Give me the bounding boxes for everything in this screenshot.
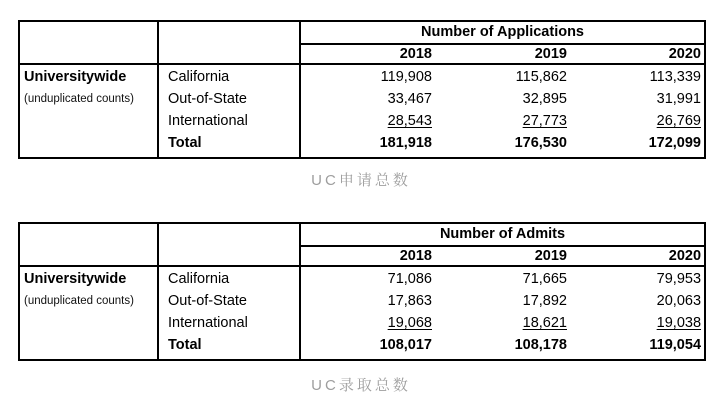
admits-table: [18, 222, 706, 361]
value-cell: 71,086: [387, 271, 432, 287]
value-cell-total: 108,178: [514, 337, 567, 353]
empty-header-cell: [158, 223, 300, 266]
value-cell-underlined: 19,068: [387, 315, 432, 331]
table-title: Number of Admits: [300, 223, 705, 246]
year-2020-column: [570, 266, 705, 360]
value-cell: 17,863: [387, 293, 432, 309]
caption-applications: UC申请总数: [311, 172, 411, 189]
year-header: 2018: [300, 246, 435, 266]
value-cell: 20,063: [656, 293, 702, 309]
empty-header-cell: [19, 21, 158, 64]
category-column: [158, 266, 300, 360]
value-cell-underlined: 18,621: [522, 315, 567, 331]
value-cell: 119,908: [380, 69, 432, 85]
value-cell: 32,895: [522, 91, 567, 107]
category-label: Out-of-State: [168, 293, 247, 309]
row-group-sublabel: (unduplicated counts): [24, 295, 134, 307]
value-cell-total: 119,054: [649, 337, 702, 353]
row-group-label: Universitywide: [24, 69, 127, 85]
empty-header-cell: [158, 21, 300, 64]
category-label: International: [168, 315, 248, 331]
value-cell-total: 181,918: [379, 135, 432, 151]
table-body-row: [19, 266, 705, 360]
row-group-label: Universitywide: [24, 271, 127, 287]
row-group-cell: [19, 64, 158, 158]
year-2018-column: [300, 64, 435, 158]
value-cell-underlined: 19,038: [656, 315, 702, 331]
row-group-cell: [19, 266, 158, 360]
row-group-sublabel: (unduplicated counts): [24, 93, 134, 105]
table-body-row: [19, 64, 705, 158]
value-cell: 115,862: [515, 69, 567, 85]
value-cell: 71,665: [522, 271, 567, 287]
category-label: International: [168, 113, 248, 129]
category-label: California: [168, 69, 230, 85]
caption-admits: UC录取总数: [311, 377, 411, 394]
value-cell: 17,892: [522, 293, 567, 309]
year-header: 2018: [300, 44, 435, 64]
year-2019-column: [435, 266, 570, 360]
category-label: Out-of-State: [168, 91, 247, 107]
year-2019-column: [435, 64, 570, 158]
value-cell-total: 176,530: [514, 135, 567, 151]
year-2018-column: [300, 266, 435, 360]
value-cell-underlined: 28,543: [387, 113, 432, 129]
year-header: 2020: [570, 44, 705, 64]
value-cell: 113,339: [649, 69, 701, 85]
value-cell-underlined: 26,769: [656, 113, 701, 129]
table-header-row: [19, 223, 705, 246]
value-cell-total: 108,017: [379, 337, 432, 353]
year-2020-column: [570, 64, 705, 158]
table-title: Number of Applications: [300, 21, 705, 44]
year-header: 2020: [570, 246, 705, 266]
empty-header-cell: [19, 223, 158, 266]
year-header: 2019: [435, 246, 570, 266]
value-cell: 31,991: [656, 91, 701, 107]
year-header: 2019: [435, 44, 570, 64]
table-header-row: [19, 21, 705, 44]
value-cell: 33,467: [387, 91, 432, 107]
category-label-total: Total: [168, 337, 202, 353]
category-label: California: [168, 271, 230, 287]
category-label-total: Total: [168, 135, 202, 151]
value-cell-total: 172,099: [648, 135, 701, 151]
category-column: [158, 64, 300, 158]
value-cell-underlined: 27,773: [522, 113, 567, 129]
applications-table: [18, 20, 706, 159]
value-cell: 79,953: [656, 271, 702, 287]
